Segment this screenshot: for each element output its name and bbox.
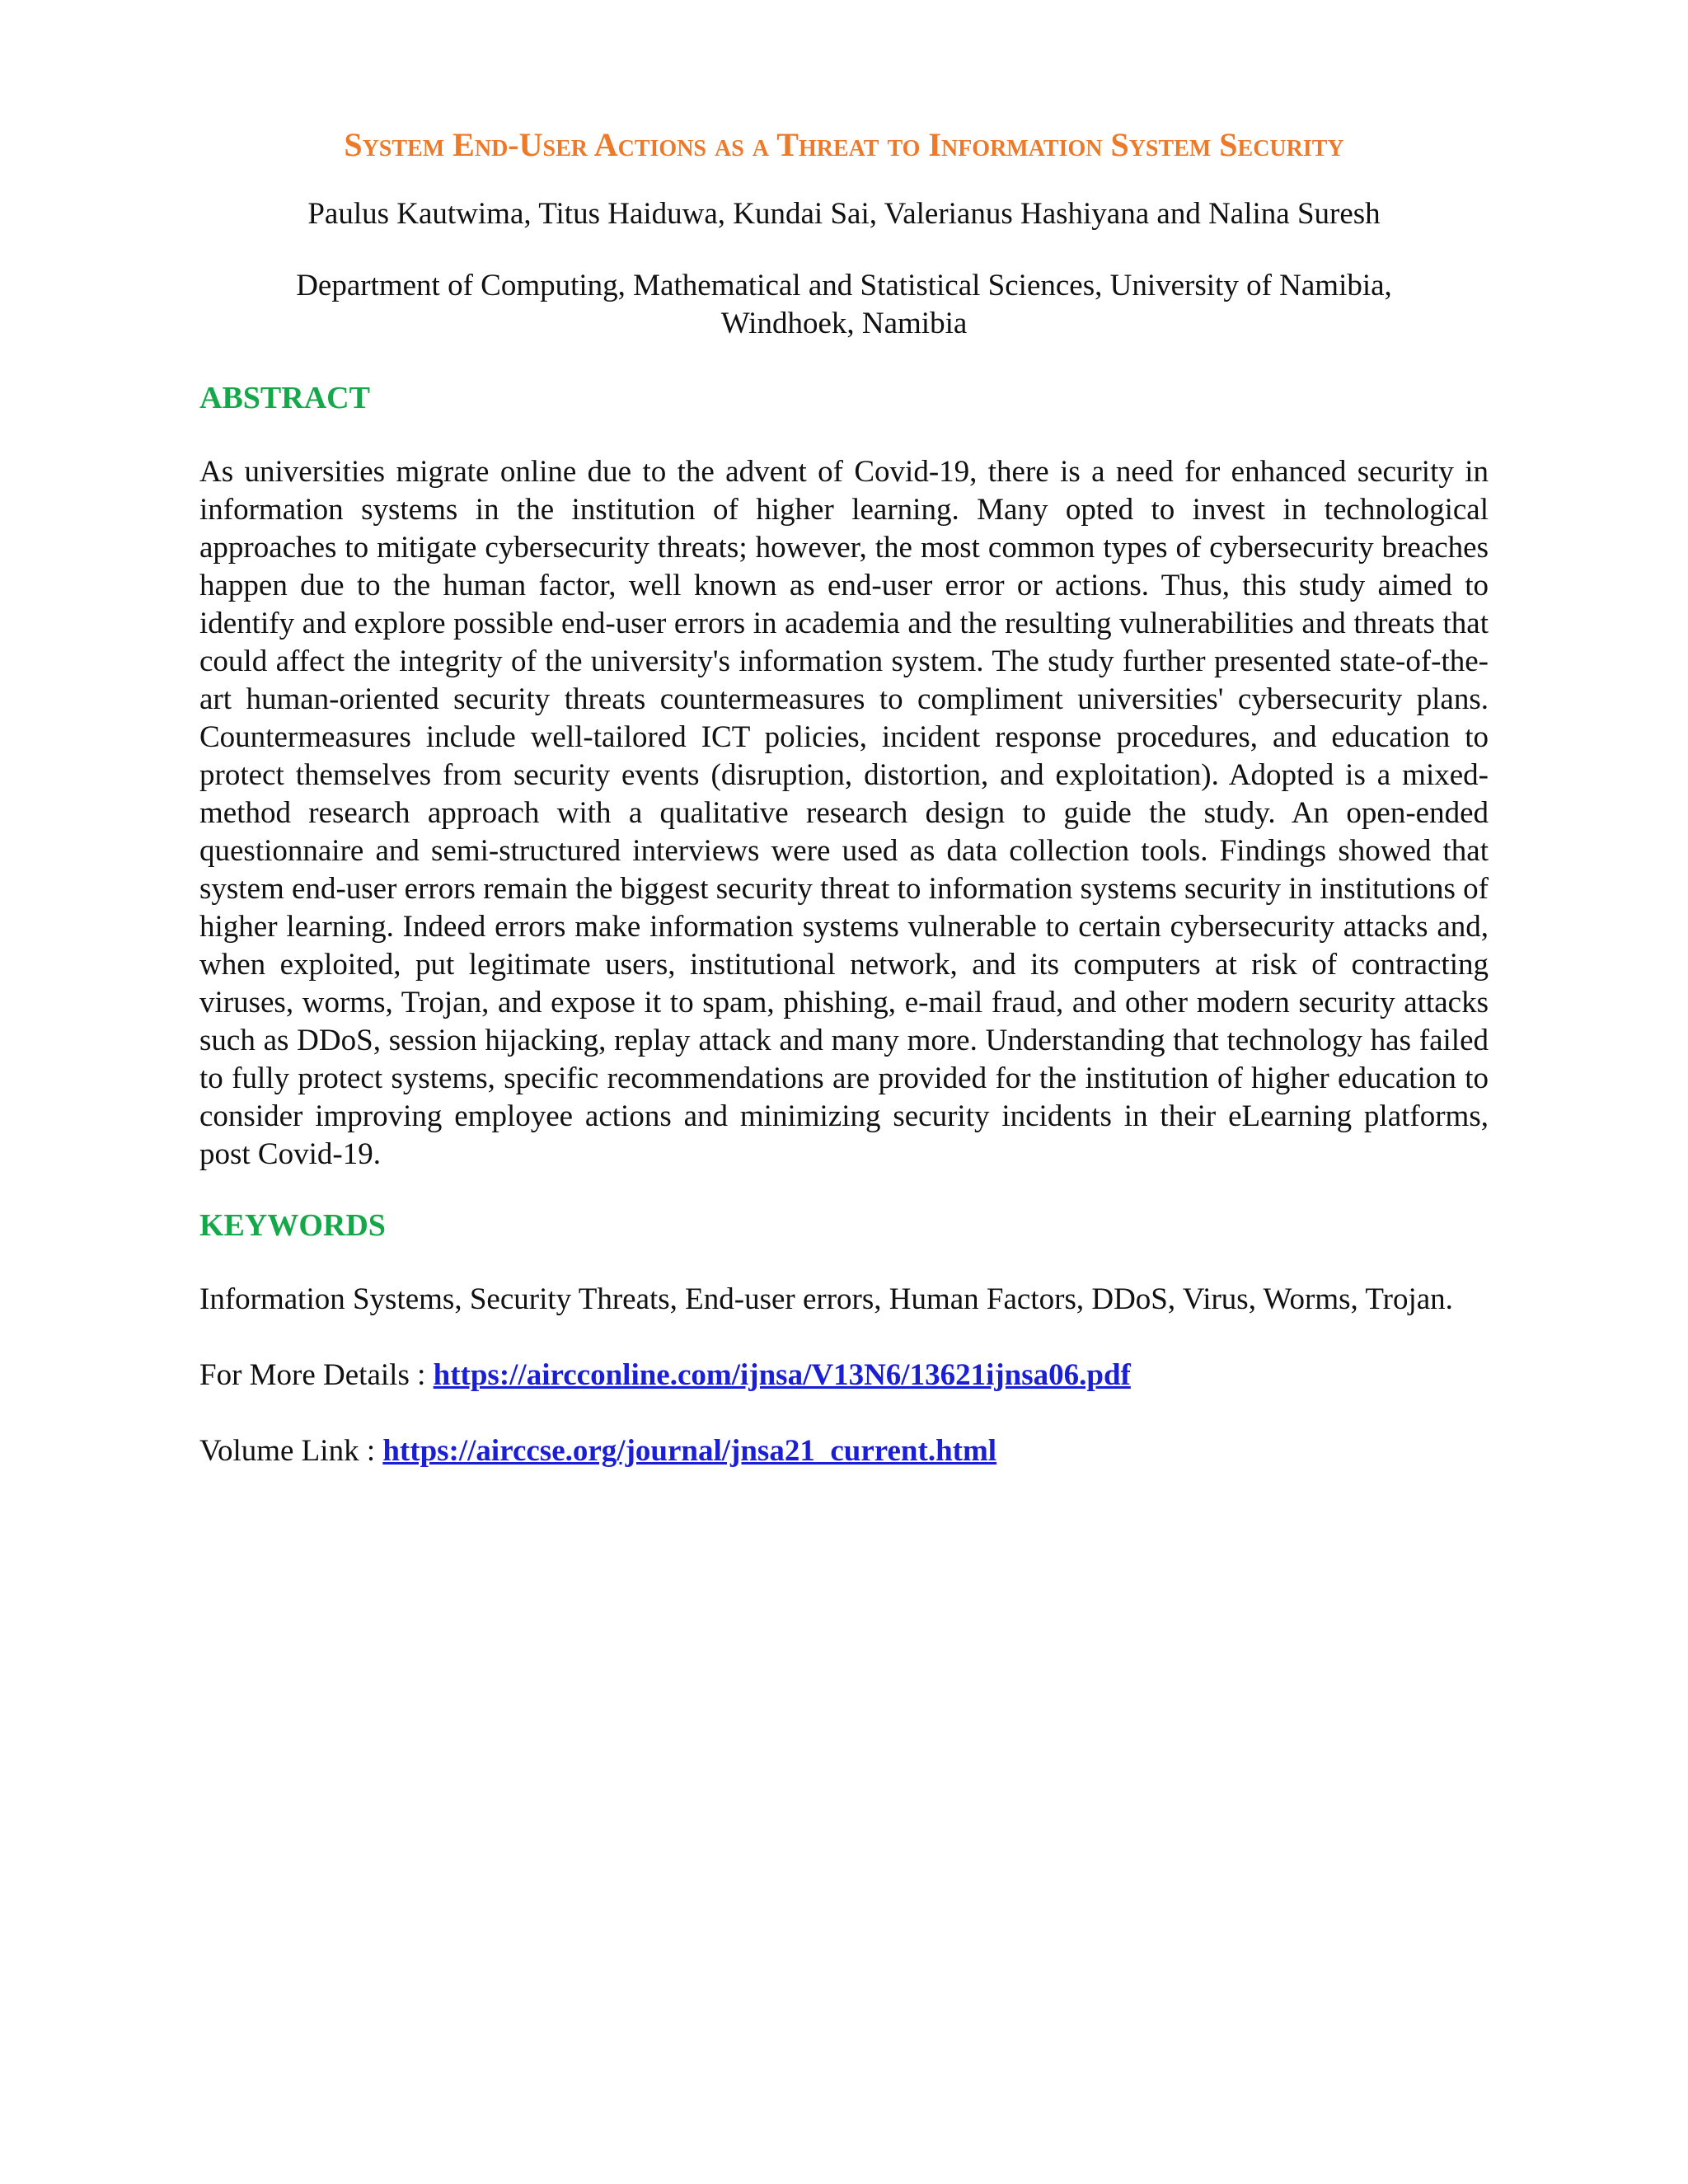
- paper-page: [199, 124, 1489, 1470]
- affiliation-line-2: Windhoek, Namibia: [720, 307, 968, 340]
- abstract-text: As universities migrate online due to the advent of Covid-19, there is a need for enhanced security in information systems in the institution of higher learning. Many opted to invest in technological approaches to mitigate cybersecurity threats; however, the most common types of cybersecurity breaches happen due to the human factor, well known as end-user error or actions. Thus, this study aimed to identify and explore possible end-user errors in academia and the resulting vulnerabilities and threats that could affect the integrity of the university's information system. The study further presented state-of-the-art human-oriented security threats countermeasures to compliment universities' cybersecurity plans. Countermeasures include well-tailored ICT policies, incident response procedures, and education to protect themselves from security events (disruption, distortion, and exploitation). Adopted is a mixed-method research approach with a qualitative research design to guide the study. An open-ended questionnaire and semi-structured interviews were used as data collection tools. Findings showed that system end-user errors remain the biggest security threat to information systems security in institutions of higher learning. Indeed errors make information systems vulnerable to certain cybersecurity attacks and, when exploited, put legitimate users, institutional network, and its computers at risk of contracting viruses, worms, Trojan, and expose it to spam, phishing, e-mail fraud, and other modern security attacks such as DDoS, session hijacking, replay attack and many more. Understanding that technology has failed to fully protect systems, specific recommendations are provided for the institution of higher education to consider improving employee actions and minimizing security incidents in their eLearning platforms, post Covid-19.: [199, 455, 1489, 1171]
- details-link-line: [199, 1357, 1489, 1394]
- affiliation: [199, 267, 1489, 343]
- author-list: Paulus Kautwima, Titus Haiduwa, Kundai Sai, Valerianus Hashiyana and Nalina Suresh: [307, 197, 1381, 231]
- affiliation-line-1: Department of Computing, Mathematical and Statistical Sciences, University of Namibia,: [296, 269, 1392, 302]
- details-label: For More Details :: [199, 1358, 434, 1392]
- volume-label: Volume Link :: [199, 1434, 383, 1468]
- keywords-heading: KEYWORDS: [199, 1208, 386, 1243]
- details-link[interactable]: https://aircconline.com/ijnsa/V13N6/13621ijnsa06.pdf: [433, 1358, 1131, 1392]
- abstract-heading: ABSTRACT: [199, 381, 370, 415]
- keywords-text: Information Systems, Security Threats, End-user errors, Human Factors, DDoS, Virus, Worms, Trojan.: [199, 1282, 1453, 1316]
- volume-link[interactable]: https://airccse.org/journal/jnsa21_current.html: [382, 1434, 997, 1468]
- volume-link-line: [199, 1432, 1489, 1470]
- paper-title: System End-User Actions as a Threat to Information System Security: [344, 126, 1344, 163]
